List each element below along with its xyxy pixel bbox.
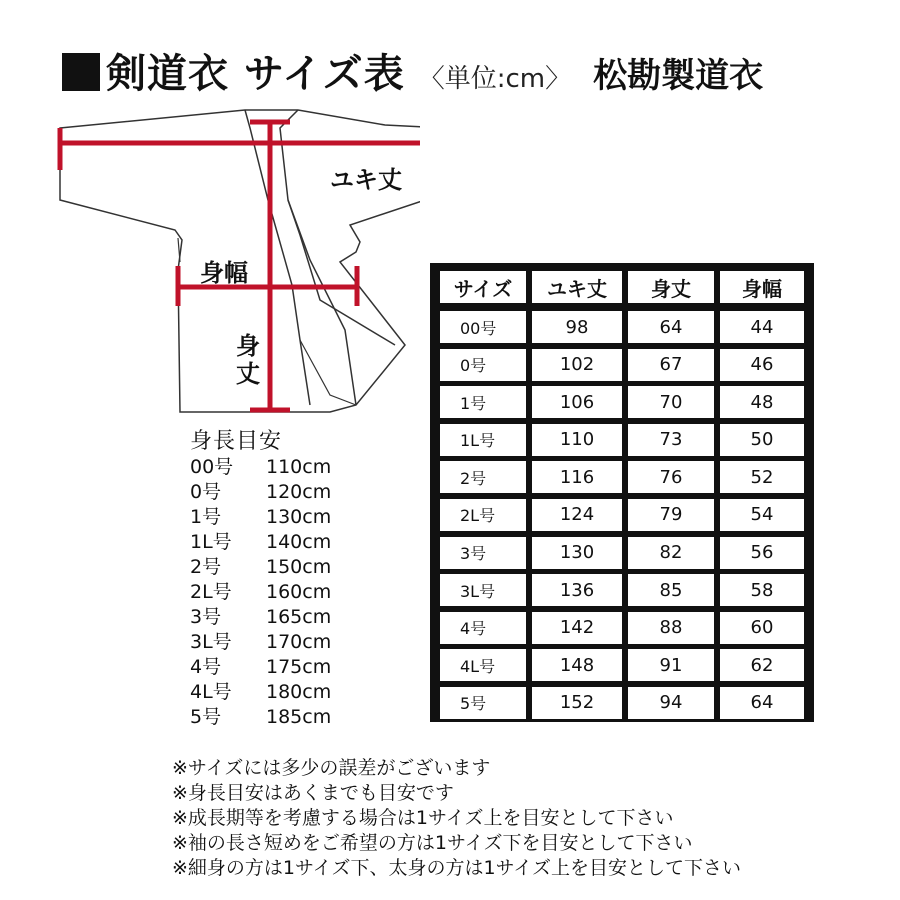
height-guide-size: 4号 (190, 656, 222, 678)
table-row (440, 386, 804, 418)
height-guide-height: 180cm (266, 681, 332, 703)
height-guide-size: 3号 (190, 606, 222, 628)
header-mitake: 身丈 (628, 271, 714, 303)
cell-size: 5号 (440, 687, 526, 719)
title-unit: 〈単位:cm〉 (418, 64, 572, 94)
height-guide-size: 3L号 (190, 631, 232, 653)
cell-mitake: 82 (628, 537, 714, 569)
title-maker: 松勘製道衣 (593, 56, 764, 96)
header-size: サイズ (440, 271, 526, 303)
height-guide-row (190, 705, 356, 730)
height-guide-row (190, 505, 356, 530)
note-line: ※身長目安はあくまでも目安です (172, 782, 454, 804)
cell-size: 1号 (440, 386, 526, 418)
table-row (440, 687, 804, 719)
height-guide-row (190, 555, 356, 580)
cell-mitake: 94 (628, 687, 714, 719)
table-row (440, 612, 804, 644)
height-guide-size: 00号 (190, 456, 234, 478)
cell-size: 2号 (440, 461, 526, 493)
height-guide-size: 2L号 (190, 581, 232, 603)
height-guide-heading: 身長目安 (190, 429, 283, 454)
notes (172, 756, 741, 881)
table-row (440, 461, 804, 493)
cell-mihaba: 60 (720, 612, 804, 644)
height-guide-row (190, 605, 356, 630)
cell-mitake: 67 (628, 349, 714, 381)
cell-mihaba: 50 (720, 424, 804, 456)
size-table (430, 263, 814, 722)
cell-mihaba: 44 (720, 311, 804, 343)
cell-yuki: 152 (532, 687, 622, 719)
cell-mihaba: 56 (720, 537, 804, 569)
cell-mihaba: 46 (720, 349, 804, 381)
cell-mihaba: 62 (720, 649, 804, 681)
cell-size: 3L号 (440, 574, 526, 606)
cell-yuki: 110 (532, 424, 622, 456)
cell-yuki: 124 (532, 499, 622, 531)
height-guide-row (190, 530, 356, 555)
cell-mitake: 70 (628, 386, 714, 418)
note-line: ※細身の方は1サイズ下、太身の方は1サイズ上を目安として下さい (172, 857, 742, 879)
height-guide-height: 165cm (266, 606, 332, 628)
cell-size: 2L号 (440, 499, 526, 531)
cell-mitake: 91 (628, 649, 714, 681)
cell-size: 4L号 (440, 649, 526, 681)
header-yuki: ユキ丈 (532, 271, 622, 303)
cell-yuki: 98 (532, 311, 622, 343)
height-guide-height: 170cm (266, 631, 332, 653)
cell-yuki: 142 (532, 612, 622, 644)
cell-mihaba: 52 (720, 461, 804, 493)
height-guide-height: 160cm (266, 581, 332, 603)
note-line: ※サイズには多少の誤差がございます (172, 757, 491, 779)
cell-mitake: 76 (628, 461, 714, 493)
cell-size: 3号 (440, 537, 526, 569)
table-row (440, 649, 804, 681)
height-guide-size: 1号 (190, 506, 222, 528)
height-guide-height: 185cm (266, 706, 332, 728)
cell-mihaba: 54 (720, 499, 804, 531)
cell-mitake: 73 (628, 424, 714, 456)
height-guide-size: 2号 (190, 556, 222, 578)
cell-yuki: 130 (532, 537, 622, 569)
height-guide-size: 1L号 (190, 531, 232, 553)
cell-yuki: 102 (532, 349, 622, 381)
cell-mitake: 85 (628, 574, 714, 606)
table-row (440, 537, 804, 569)
label-mitake-1: 身 (236, 332, 260, 360)
note-line: ※袖の長さ短めをご希望の方は1サイズ下を目安として下さい (172, 832, 693, 854)
table-row (440, 499, 804, 531)
height-guide-size: 4L号 (190, 681, 232, 703)
cell-yuki: 136 (532, 574, 622, 606)
cell-mihaba: 64 (720, 687, 804, 719)
height-guide-height: 110cm (266, 456, 332, 478)
cell-mitake: 64 (628, 311, 714, 343)
height-guide (190, 424, 356, 730)
height-guide-row (190, 580, 356, 605)
title-main: 剣道衣 サイズ表 (106, 51, 405, 97)
height-guide-height: 120cm (266, 481, 332, 503)
height-guide-row (190, 630, 356, 655)
table-row (440, 349, 804, 381)
cell-yuki: 148 (532, 649, 622, 681)
height-guide-size: 5号 (190, 706, 222, 728)
cell-mihaba: 58 (720, 574, 804, 606)
garment-diagram (0, 90, 420, 420)
height-guide-row (190, 655, 356, 680)
label-mihaba: 身幅 (200, 259, 248, 287)
height-guide-row (190, 480, 356, 505)
label-yuki: ユキ丈 (330, 166, 402, 194)
note-line: ※成長期等を考慮する場合は1サイズ上を目安として下さい (172, 807, 674, 829)
size-table-header (440, 271, 804, 305)
height-guide-row (190, 455, 356, 480)
table-row (440, 574, 804, 606)
table-row (440, 424, 804, 456)
height-guide-height: 175cm (266, 656, 332, 678)
height-guide-size: 0号 (190, 481, 222, 503)
cell-size: 0号 (440, 349, 526, 381)
height-guide-height: 130cm (266, 506, 332, 528)
size-table-body (440, 311, 804, 725)
cell-yuki: 116 (532, 461, 622, 493)
height-guide-height: 150cm (266, 556, 332, 578)
cell-size: 00号 (440, 311, 526, 343)
cell-size: 1L号 (440, 424, 526, 456)
cell-size: 4号 (440, 612, 526, 644)
height-guide-row (190, 680, 356, 705)
label-mitake-2: 丈 (236, 360, 260, 388)
cell-yuki: 106 (532, 386, 622, 418)
cell-mitake: 79 (628, 499, 714, 531)
height-guide-height: 140cm (266, 531, 332, 553)
header-mihaba: 身幅 (720, 271, 804, 303)
title-square-icon (62, 53, 100, 91)
table-row (440, 311, 804, 343)
cell-mihaba: 48 (720, 386, 804, 418)
cell-mitake: 88 (628, 612, 714, 644)
